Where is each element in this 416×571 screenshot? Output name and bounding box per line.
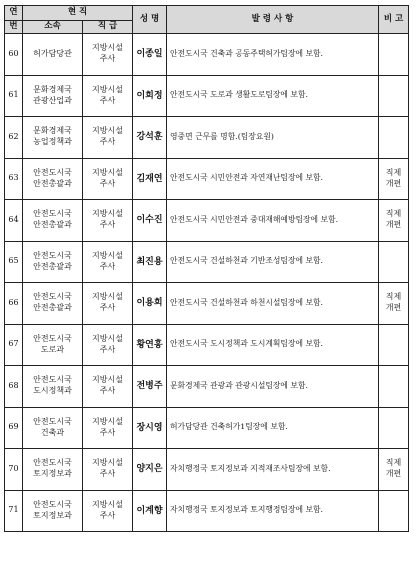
row-department: 안전도시국 안전총괄과 [23, 200, 83, 242]
header-department: 소속 [23, 21, 83, 34]
row-duty: 안전도시국 도로과 생활도로팀장에 보함. [167, 75, 379, 117]
row-number: 62 [5, 117, 23, 159]
row-rank: 지방시설 주사 [83, 407, 133, 449]
table-body [5, 34, 409, 532]
row-department: 문화경제국 관광산업과 [23, 75, 83, 117]
row-duty: 안전도시국 도시정책과 도시계획팀장에 보함. [167, 324, 379, 366]
personnel-order-table [4, 5, 409, 532]
row-rank: 지방시설 주사 [83, 366, 133, 408]
table-row [5, 241, 409, 283]
row-name: 장시영 [133, 407, 167, 449]
row-duty: 자치행정국 토지정보과 지적재조사팀장에 보함. [167, 449, 379, 491]
row-duty: 안전도시국 건축과 공동주택허가팀장에 보함. [167, 34, 379, 76]
table-row [5, 324, 409, 366]
header-duty: 발 령 사 항 [167, 6, 379, 34]
row-remark [379, 324, 409, 366]
row-rank: 지방시설 주사 [83, 75, 133, 117]
row-rank: 지방시설 주사 [83, 158, 133, 200]
table-row [5, 407, 409, 449]
row-department: 안전도시국 도시정책과 [23, 366, 83, 408]
row-name: 전병주 [133, 366, 167, 408]
row-number: 63 [5, 158, 23, 200]
row-duty: 문화경제국 관광과 관광시설팀장에 보함. [167, 366, 379, 408]
row-rank: 지방시설 주사 [83, 117, 133, 159]
table-row [5, 449, 409, 491]
row-remark: 직제 개편 [379, 158, 409, 200]
row-duty: 자치행정국 토지정보과 토지행정팀장에 보함. [167, 490, 379, 532]
row-name: 이용희 [133, 283, 167, 325]
row-number: 68 [5, 366, 23, 408]
row-department: 문화경제국 농업정책과 [23, 117, 83, 159]
row-name: 양지은 [133, 449, 167, 491]
row-name: 이희정 [133, 75, 167, 117]
table-row [5, 158, 409, 200]
row-remark [379, 366, 409, 408]
row-name: 김재연 [133, 158, 167, 200]
row-remark [379, 34, 409, 76]
row-name: 강석훈 [133, 117, 167, 159]
row-rank: 지방시설 주사 [83, 283, 133, 325]
row-remark [379, 241, 409, 283]
row-name: 황연흥 [133, 324, 167, 366]
header-no-top: 연 [5, 6, 23, 21]
row-department: 안전도시국 토지정보과 [23, 449, 83, 491]
row-duty: 안전도시국 건설하천과 하천시설팀장에 보함. [167, 283, 379, 325]
table-header [5, 6, 409, 34]
row-name: 최진용 [133, 241, 167, 283]
table-row [5, 366, 409, 408]
row-remark [379, 407, 409, 449]
row-rank: 지방시설 주사 [83, 241, 133, 283]
row-department: 안전도시국 안전총괄과 [23, 158, 83, 200]
row-remark [379, 75, 409, 117]
row-duty: 안전도시국 건설하천과 기반조성팀장에 보함. [167, 241, 379, 283]
row-number: 64 [5, 200, 23, 242]
row-department: 안전도시국 토지정보과 [23, 490, 83, 532]
row-number: 65 [5, 241, 23, 283]
row-rank: 지방시설 주사 [83, 200, 133, 242]
table-row [5, 283, 409, 325]
row-number: 66 [5, 283, 23, 325]
header-current-post: 현 직 [23, 6, 133, 21]
table-row [5, 200, 409, 242]
row-number: 69 [5, 407, 23, 449]
row-department: 허가담당관 [23, 34, 83, 76]
row-rank: 지방시설 주사 [83, 449, 133, 491]
header-remarks: 비 고 [379, 6, 409, 34]
row-remark [379, 490, 409, 532]
row-department: 안전도시국 건축과 [23, 407, 83, 449]
row-name: 이수진 [133, 200, 167, 242]
header-name: 성 명 [133, 6, 167, 34]
row-number: 60 [5, 34, 23, 76]
header-no-bottom: 번 [5, 21, 23, 34]
row-number: 70 [5, 449, 23, 491]
row-remark: 직제 개편 [379, 283, 409, 325]
row-name: 이계향 [133, 490, 167, 532]
row-duty: 안전도시국 시민안전과 자연재난팀장에 보함. [167, 158, 379, 200]
header-rank: 직 급 [83, 21, 133, 34]
row-name: 이종일 [133, 34, 167, 76]
table-row [5, 34, 409, 76]
row-department: 안전도시국 안전총괄과 [23, 283, 83, 325]
row-number: 61 [5, 75, 23, 117]
table-row [5, 490, 409, 532]
table-row [5, 117, 409, 159]
row-department: 안전도시국 도로과 [23, 324, 83, 366]
row-duty: 안전도시국 시민안전과 중대재해예방팀장에 보함. [167, 200, 379, 242]
row-duty: 영중면 근무를 명함.(팀장요원) [167, 117, 379, 159]
row-rank: 지방시설 주사 [83, 34, 133, 76]
row-remark: 직제 개편 [379, 200, 409, 242]
row-rank: 지방시설 주사 [83, 490, 133, 532]
row-department: 안전도시국 안전총괄과 [23, 241, 83, 283]
row-remark [379, 117, 409, 159]
row-remark: 직제 개편 [379, 449, 409, 491]
row-number: 71 [5, 490, 23, 532]
row-rank: 지방시설 주사 [83, 324, 133, 366]
table-row [5, 75, 409, 117]
row-number: 67 [5, 324, 23, 366]
row-duty: 허가담당관 건축허가1팀장에 보함. [167, 407, 379, 449]
